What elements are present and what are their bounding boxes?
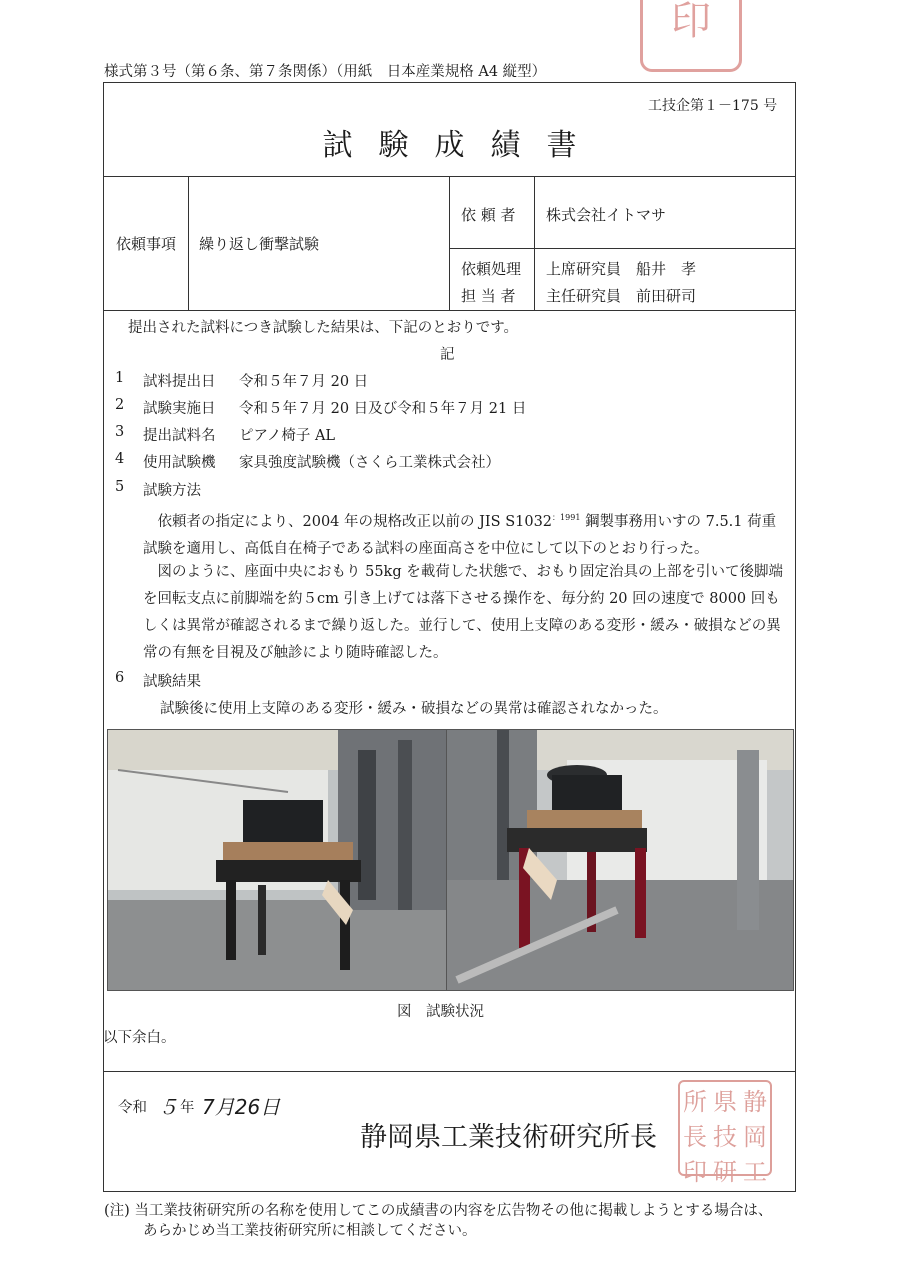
result-text: 試験後に使用上支障のある変形・緩み・破損などの異常は確認されなかった。 — [160, 701, 668, 717]
ki-heading: 記 — [440, 347, 455, 363]
method-paragraph-1 — [143, 504, 783, 563]
notice-line-2: あらかじめ当工業技術研究所に相談してください。 — [143, 1223, 477, 1239]
date-handwritten: 7月26日 — [202, 1095, 281, 1119]
test-photo-left — [107, 729, 447, 991]
table-row-line — [449, 248, 796, 249]
request-item-value: 繰り返し衝撃試験 — [199, 235, 320, 253]
item-num: 6 — [115, 670, 125, 686]
stamp-seal-top: 印 — [640, 0, 742, 72]
item-label: 試料提出日 — [143, 374, 216, 390]
date-year: ５ — [158, 1095, 178, 1119]
page-title: 試験成績書 — [322, 128, 603, 163]
requester-label: 依 頼 者 — [461, 206, 516, 224]
item-label: 使用試験機 — [143, 455, 216, 471]
form-note: 様式第３号（第６条、第７条関係）（用紙 日本産業規格 A4 縦型） — [104, 64, 547, 80]
request-item-label: 依頼事項 — [116, 235, 177, 253]
charge-label: 担 当 者 — [461, 287, 516, 305]
table-divider — [449, 176, 450, 310]
notice-line-1: (注) 当工業技術研究所の名称を使用してこの成績書の内容を広告物その他に掲載しようとする場合は、 — [104, 1203, 773, 1219]
item-label: 試験結果 — [143, 674, 201, 690]
date-era: 令和 — [118, 1100, 147, 1116]
item-num: 5 — [115, 479, 125, 495]
item-value: 令和５年７月 20 日 — [239, 374, 369, 390]
item-label: 提出試料名 — [143, 428, 216, 444]
item-value: 令和５年７月 20 日及び令和５年７月 21 日 — [239, 401, 527, 417]
item-num: 1 — [115, 370, 125, 386]
requester-value: 株式会社イトマサ — [546, 206, 667, 224]
document-number: 工技企第１－175 号 — [648, 98, 778, 114]
method-text: 依頼者の指定により、2004 年の規格改正以前の JIS S1032 — [157, 513, 553, 530]
official-seal — [678, 1080, 772, 1186]
item-label: 試験方法 — [143, 483, 201, 499]
item-num: 2 — [115, 397, 125, 413]
intro-text: 提出された試料につき試験した結果は、下記のとおりです。 — [128, 320, 519, 336]
method-sup: ：1991 — [552, 513, 581, 522]
table-bottom-line — [103, 310, 796, 311]
item-value: ピアノ椅子 AL — [239, 428, 336, 444]
test-photo-right — [446, 729, 794, 991]
item-num: 3 — [115, 424, 125, 440]
item-label: 試験実施日 — [143, 401, 216, 417]
processing-label: 依頼処理 — [461, 260, 522, 278]
issuer-name: 静岡県工業技術研究所長 — [360, 1122, 657, 1153]
date-year-unit: 年 — [180, 1100, 195, 1116]
method-text: 鋼製事務用いすの 7.5.1 荷重試験を適用し、高低自在椅子である試料の座面高さを中位にして以下のとおり行った。 — [143, 513, 777, 557]
item-num: 4 — [115, 451, 125, 467]
table-divider — [188, 176, 189, 310]
item-value: 家具強度試験機（さくら工業株式会社） — [239, 455, 500, 471]
method-paragraph-2 — [143, 559, 783, 667]
table-divider — [534, 176, 535, 310]
seal-glyphs: 所 県 静 長 技 岡 印 研 工 — [683, 1088, 767, 1186]
charge-value: 主任研究員 前田研司 — [546, 287, 697, 305]
method-text: 図のように、座面中央におもり 55kg を載荷した状態で、おもり固定治具の上部を引いて後脚端を回転支点に前脚端を約５cm 引き上げては落下させる操作を、毎分約 20 回の速度で 8000 回もしくは異常が確認されるまで繰り返した。並行して、使用上支障のある変形・緩み・破損などの異常の有無を目視及び触診により随時確認した。 — [143, 564, 783, 661]
footer-line — [103, 1071, 796, 1072]
processing-value: 上席研究員 船井 孝 — [546, 260, 697, 278]
figure-caption: 図 試験状況 — [397, 1004, 484, 1020]
remainder-text: 以下余白。 — [103, 1030, 176, 1046]
